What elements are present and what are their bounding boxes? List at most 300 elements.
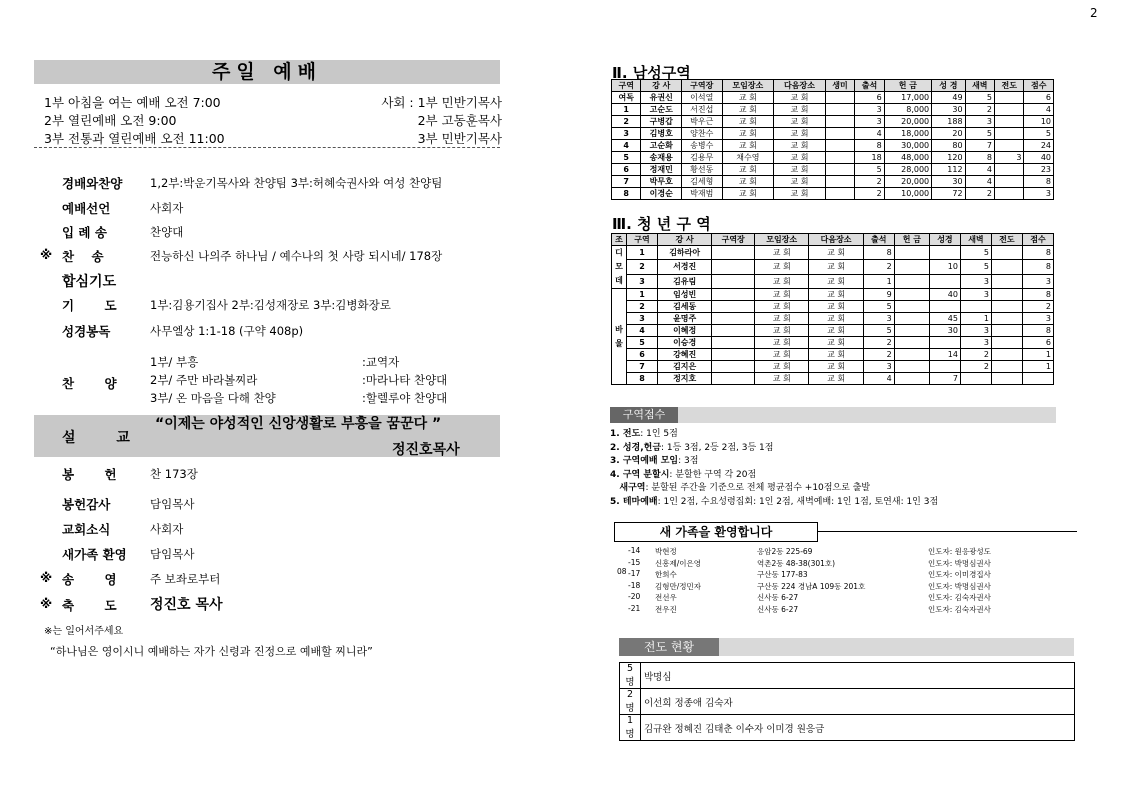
newcomer-name: 신흥제/이은영	[655, 558, 701, 568]
table-cell: 4	[965, 164, 994, 176]
table-row	[620, 689, 1075, 715]
praise-part: 3부/ 온 마음을 다해 찬양	[150, 391, 276, 405]
table-row	[612, 176, 1054, 188]
table-cell: 7	[612, 176, 641, 188]
table-cell: 고순도	[641, 104, 682, 116]
table-cell: 40	[1024, 152, 1054, 164]
table-row	[612, 152, 1054, 164]
table-cell: 7	[929, 373, 960, 385]
table-cell	[995, 164, 1024, 176]
table-cell	[894, 246, 929, 260]
service-2	[44, 111, 502, 129]
table-cell: 1	[1022, 361, 1053, 373]
table-cell: 3	[1022, 313, 1053, 325]
service-name: 2부 열린예배 오전 9:00	[44, 113, 177, 128]
table-cell	[712, 246, 755, 260]
table-cell	[929, 301, 960, 313]
table-cell	[991, 373, 1022, 385]
youth-table	[611, 233, 1054, 385]
table-row	[612, 128, 1054, 140]
table-cell: 8	[965, 152, 994, 164]
table-cell: 4	[965, 176, 994, 188]
table-cell: 교 회	[774, 116, 826, 128]
table-cell: 교 회	[722, 176, 774, 188]
page-number: 2	[1090, 6, 1098, 20]
table-cell: 교 회	[774, 128, 826, 140]
column-header: 모임장소	[755, 234, 809, 246]
evangelism-names: 이선희 정종애 김숙자	[641, 689, 1075, 715]
service-name: 1부 아침을 여는 예배 오전 7:00	[44, 95, 221, 110]
table-cell: 14	[929, 349, 960, 361]
table-cell	[825, 152, 854, 164]
table-cell: 6	[1024, 92, 1054, 104]
table-row	[612, 246, 1054, 260]
table-cell: 유권신	[641, 92, 682, 104]
table-cell	[995, 176, 1024, 188]
table-cell: 49	[932, 92, 965, 104]
table-row	[620, 663, 1075, 689]
column-header: 헌 금	[884, 80, 931, 92]
table-row	[612, 289, 1054, 301]
table-cell: 교 회	[722, 140, 774, 152]
table-row	[612, 260, 1054, 274]
table-cell	[712, 301, 755, 313]
column-header: 새벽	[960, 234, 991, 246]
table-cell	[1022, 373, 1053, 385]
column-header: 모임장소	[722, 80, 774, 92]
table-cell	[894, 313, 929, 325]
table-cell: 교 회	[755, 313, 809, 325]
table-cell: 2	[612, 116, 641, 128]
score-item: 새구역: 분할된 주간을 기준으로 전체 평균점수 +10점으로 출발	[610, 483, 871, 493]
service-3	[44, 129, 502, 147]
table-cell: 교 회	[809, 373, 863, 385]
evangelism-count: 1명	[620, 715, 641, 741]
table-cell: 3	[855, 116, 884, 128]
table-cell: 2	[960, 349, 991, 361]
column-header: 구역장	[681, 80, 722, 92]
table-cell: 45	[929, 313, 960, 325]
order-label: 교회소식	[62, 522, 111, 537]
table-cell: 3	[995, 152, 1024, 164]
table-cell: 30,000	[884, 140, 931, 152]
table-cell	[825, 128, 854, 140]
sermon-label: 설 교	[62, 430, 148, 446]
table-cell	[960, 301, 991, 313]
table-cell: 이혜정	[657, 325, 711, 337]
table-cell	[995, 140, 1024, 152]
table-cell: 17,000	[884, 92, 931, 104]
column-header: 다음장소	[809, 234, 863, 246]
evangelism-names: 박명심	[641, 663, 1075, 689]
table-cell: 교 회	[809, 313, 863, 325]
order-label: 송 영	[62, 572, 117, 587]
table-cell: 2	[863, 260, 894, 274]
table-cell: 5	[612, 152, 641, 164]
table-row	[620, 715, 1075, 741]
table-cell: 5	[960, 246, 991, 260]
table-cell	[894, 337, 929, 349]
table-row	[612, 373, 1054, 385]
table-row	[612, 104, 1054, 116]
service-1	[44, 93, 502, 111]
table-cell: 김세동	[657, 301, 711, 313]
table-cell	[991, 301, 1022, 313]
table-cell: 30	[932, 104, 965, 116]
newcomer-name: 김형만/정민자	[655, 581, 701, 591]
sermon-title: “이제는 야성적인 신앙생활로 부흥을 꿈꾼다 ”	[155, 416, 442, 432]
table-cell: 1	[612, 104, 641, 116]
evangelism-count: 2명	[620, 689, 641, 715]
table-cell	[712, 361, 755, 373]
men-section-title: Ⅱ. 남성구역	[612, 64, 691, 82]
column-header: 새벽	[965, 80, 994, 92]
newcomer-date: -15	[628, 557, 641, 567]
score-item: 3. 구역예배 모임: 3점	[610, 456, 699, 466]
praise-choir: :교역자	[362, 355, 400, 369]
table-cell: 교 회	[755, 246, 809, 260]
table-row	[612, 349, 1054, 361]
table-cell: 2	[1022, 301, 1053, 313]
order-value: 전능하신 나의주 하나님 / 예수나의 첫 사랑 되시네/ 178장	[150, 249, 443, 263]
table-cell	[995, 188, 1024, 200]
table-cell: 1	[1022, 349, 1053, 361]
table-cell	[712, 313, 755, 325]
table-cell: 1	[627, 246, 658, 260]
table-cell: 1	[863, 274, 894, 288]
table-cell: 4	[612, 140, 641, 152]
table-cell: 3	[1024, 188, 1054, 200]
worship-title: 주일 예배	[34, 60, 500, 84]
table-cell	[825, 92, 854, 104]
column-header: 강 사	[641, 80, 682, 92]
newcomer-date: -17	[628, 569, 641, 578]
table-cell: 김세형	[681, 176, 722, 188]
table-cell: 4	[1024, 104, 1054, 116]
table-cell: 2	[965, 104, 994, 116]
column-header: 구역	[627, 234, 658, 246]
table-cell: 교 회	[774, 104, 826, 116]
table-row	[612, 361, 1054, 373]
table-cell: 5	[1024, 128, 1054, 140]
table-row	[612, 188, 1054, 200]
newcomer-name: 한희수	[655, 570, 677, 579]
table-row	[612, 337, 1054, 349]
table-cell: 교 회	[755, 349, 809, 361]
table-cell: 1	[960, 313, 991, 325]
table-cell: 8	[627, 373, 658, 385]
table-cell: 교 회	[809, 274, 863, 288]
table-cell: 23	[1024, 164, 1054, 176]
table-cell: 3	[627, 313, 658, 325]
table-cell: 강혜진	[657, 349, 711, 361]
table-cell	[894, 289, 929, 301]
verse: “하나님은 영이시니 예배하는 자가 신령과 진정으로 예배할 찌니라”	[50, 645, 373, 658]
table-cell: 교 회	[774, 140, 826, 152]
table-cell: 3	[627, 274, 658, 288]
group-label: 디모데	[612, 246, 627, 289]
table-cell: 5	[965, 128, 994, 140]
order-value: 1부:김용기집사 2부:김성재장로 3부:김병화장로	[150, 298, 391, 312]
newcomer-address: 신사동 6-27	[757, 593, 799, 602]
table-cell: 10	[1024, 116, 1054, 128]
table-cell: 박무호	[641, 176, 682, 188]
newcomer-guide: 인도자: 김숙자권사	[928, 604, 991, 614]
newcomers-title: 새 가족을 환영합니다	[614, 522, 818, 542]
newcomer-address: 구산동 177-83	[757, 570, 808, 579]
table-cell: 교 회	[774, 152, 826, 164]
column-header: 구역장	[712, 234, 755, 246]
table-row	[612, 92, 1054, 104]
table-cell: 정지호	[657, 373, 711, 385]
table-cell: 교 회	[755, 274, 809, 288]
table-cell: 서경진	[657, 260, 711, 274]
table-cell	[894, 373, 929, 385]
column-header: 점수	[1024, 80, 1054, 92]
table-cell: 20,000	[884, 116, 931, 128]
table-cell: 6	[855, 92, 884, 104]
table-cell	[825, 164, 854, 176]
table-cell: 7	[965, 140, 994, 152]
table-cell	[991, 246, 1022, 260]
table-cell: 120	[932, 152, 965, 164]
table-cell	[712, 325, 755, 337]
praise-part: 2부/ 주만 바라볼찌라	[150, 373, 258, 387]
praise-choir: :할렐루야 찬양대	[362, 391, 448, 405]
evangelism-names: 김규완 정혜진 김태춘 이수자 이미경 원응금	[641, 715, 1075, 741]
newcomer-name: 전선우	[655, 593, 677, 602]
table-cell	[995, 128, 1024, 140]
table-cell: 4	[627, 325, 658, 337]
table-cell	[894, 361, 929, 373]
newcomer-date: -21	[628, 603, 641, 613]
table-cell	[894, 301, 929, 313]
column-header: 전도	[991, 234, 1022, 246]
table-cell	[991, 349, 1022, 361]
table-cell: 8	[612, 188, 641, 200]
table-cell	[991, 313, 1022, 325]
table-cell	[712, 337, 755, 349]
evangelism-title: 전도 현황	[619, 638, 719, 656]
table-cell: 6	[627, 349, 658, 361]
men-table	[611, 79, 1054, 200]
newcomers-month: 08	[617, 567, 627, 576]
table-row	[612, 116, 1054, 128]
table-cell: 3	[960, 274, 991, 288]
table-cell	[894, 274, 929, 288]
table-cell: 이경순	[641, 188, 682, 200]
table-cell: 2	[965, 188, 994, 200]
stand-mark: ※	[40, 247, 53, 262]
order-value: 정진호 목사	[150, 597, 223, 613]
table-cell: 교 회	[774, 164, 826, 176]
table-cell: 교 회	[755, 361, 809, 373]
order-value: 주 보좌로부터	[150, 572, 221, 586]
table-cell: 교 회	[809, 325, 863, 337]
table-cell	[991, 337, 1022, 349]
table-header-row	[612, 234, 1054, 246]
table-cell	[825, 188, 854, 200]
table-cell: 8	[1022, 325, 1053, 337]
table-cell: 교 회	[774, 188, 826, 200]
table-cell: 2	[863, 349, 894, 361]
table-cell: 188	[932, 116, 965, 128]
order-label: 예배선언	[62, 201, 111, 216]
table-cell	[894, 325, 929, 337]
table-cell: 양찬수	[681, 128, 722, 140]
table-cell	[712, 373, 755, 385]
newcomer-guide: 인도자: 박명심권사	[928, 558, 991, 568]
service-leader: 3부 민반기목사	[417, 131, 502, 146]
column-header: 조	[612, 234, 627, 246]
column-header: 구역	[612, 80, 641, 92]
table-cell: 7	[627, 361, 658, 373]
table-cell	[991, 325, 1022, 337]
table-cell: 교 회	[722, 164, 774, 176]
table-cell: 3	[960, 289, 991, 301]
table-cell: 교 회	[809, 349, 863, 361]
table-cell	[712, 274, 755, 288]
table-cell: 2	[863, 337, 894, 349]
table-cell: 18,000	[884, 128, 931, 140]
order-label: 입 례 송	[62, 225, 107, 240]
table-cell: 교 회	[722, 188, 774, 200]
table-cell: 3	[960, 325, 991, 337]
table-cell: 김유림	[657, 274, 711, 288]
table-row	[612, 301, 1054, 313]
table-cell: 8,000	[884, 104, 931, 116]
table-cell: 여독	[612, 92, 641, 104]
table-cell: 고순화	[641, 140, 682, 152]
newcomer-guide: 인도자: 원응광성도	[928, 547, 991, 556]
table-cell: 80	[932, 140, 965, 152]
table-cell: 교 회	[809, 246, 863, 260]
table-cell: 김지은	[657, 361, 711, 373]
table-row	[612, 325, 1054, 337]
table-cell	[991, 260, 1022, 274]
order-label: 성경봉독	[62, 324, 111, 339]
table-cell: 2	[855, 176, 884, 188]
table-cell: 교 회	[809, 260, 863, 274]
stand-mark: ※	[40, 596, 53, 611]
praise-label: 찬 양	[62, 376, 117, 391]
table-cell	[712, 349, 755, 361]
table-cell: 5	[855, 164, 884, 176]
table-header-row	[612, 80, 1054, 92]
order-label: 찬 송	[62, 249, 104, 264]
order-value: 찬 173장	[150, 467, 198, 481]
newcomer-date: -18	[628, 580, 641, 590]
table-cell	[991, 361, 1022, 373]
column-header: 출석	[863, 234, 894, 246]
table-cell: 2	[627, 260, 658, 274]
newcomer-name: 전우진	[655, 604, 677, 614]
table-cell: 박우근	[681, 116, 722, 128]
table-cell: 5	[863, 301, 894, 313]
table-cell: 5	[627, 337, 658, 349]
table-cell: 3	[960, 337, 991, 349]
table-cell: 정재민	[641, 164, 682, 176]
table-cell: 교 회	[722, 128, 774, 140]
newcomer-guide: 인도자: 이미경집사	[928, 570, 991, 579]
table-cell: 8	[863, 246, 894, 260]
table-cell: 8	[1024, 176, 1054, 188]
table-cell: 6	[1022, 337, 1053, 349]
table-cell: 박재범	[681, 188, 722, 200]
table-cell	[894, 260, 929, 274]
table-cell: 3	[863, 313, 894, 325]
table-cell	[929, 337, 960, 349]
order-value: 담임목사	[150, 547, 195, 561]
table-cell: 10,000	[884, 188, 931, 200]
table-cell: 윤명주	[657, 313, 711, 325]
column-header: 헌 금	[894, 234, 929, 246]
table-cell: 30	[929, 325, 960, 337]
table-cell: 8	[1022, 260, 1053, 274]
table-cell: 교 회	[809, 301, 863, 313]
table-cell: 9	[863, 289, 894, 301]
table-cell	[825, 140, 854, 152]
table-cell	[825, 116, 854, 128]
service-leader: 2부 고동훈목사	[417, 113, 502, 128]
column-header: 성 경	[932, 80, 965, 92]
table-cell	[995, 104, 1024, 116]
newcomer-address: 신사동 6-27	[757, 604, 799, 614]
table-cell: 20	[932, 128, 965, 140]
table-cell	[825, 104, 854, 116]
table-cell	[929, 361, 960, 373]
table-cell: 교 회	[755, 289, 809, 301]
table-cell: 30	[932, 176, 965, 188]
order-label: 합심기도	[62, 274, 117, 290]
table-cell: 3	[855, 104, 884, 116]
table-row	[612, 140, 1054, 152]
table-cell: 송병수	[681, 140, 722, 152]
table-cell	[995, 116, 1024, 128]
table-cell: 1	[627, 289, 658, 301]
order-value: 찬양대	[150, 225, 184, 239]
table-cell: 72	[932, 188, 965, 200]
table-cell: 8	[1022, 289, 1053, 301]
table-cell	[712, 260, 755, 274]
table-cell: 10	[929, 260, 960, 274]
table-cell: 교 회	[722, 116, 774, 128]
youth-section-title: Ⅲ. 청 년 구 역	[612, 215, 711, 233]
stand-note: ※는 일어서주세요	[44, 626, 124, 637]
table-cell: 2	[960, 361, 991, 373]
table-cell: 3	[965, 116, 994, 128]
table-cell: 임성빈	[657, 289, 711, 301]
table-cell: 교 회	[722, 92, 774, 104]
divider	[817, 531, 1077, 532]
table-cell: 송재용	[641, 152, 682, 164]
table-cell: 구병갑	[641, 116, 682, 128]
table-cell: 교 회	[755, 373, 809, 385]
table-cell: 교 회	[809, 361, 863, 373]
table-cell: 이승경	[657, 337, 711, 349]
newcomer-address: 응암2동 225-69	[757, 547, 813, 556]
table-cell: 교 회	[809, 289, 863, 301]
column-header: 점수	[1022, 234, 1053, 246]
table-cell: 112	[932, 164, 965, 176]
table-cell	[929, 274, 960, 288]
order-label: 새가족 환영	[62, 547, 127, 562]
table-cell	[929, 246, 960, 260]
table-cell	[712, 289, 755, 301]
newcomer-name: 박현정	[655, 547, 677, 556]
table-cell	[894, 349, 929, 361]
table-cell: 6	[612, 164, 641, 176]
